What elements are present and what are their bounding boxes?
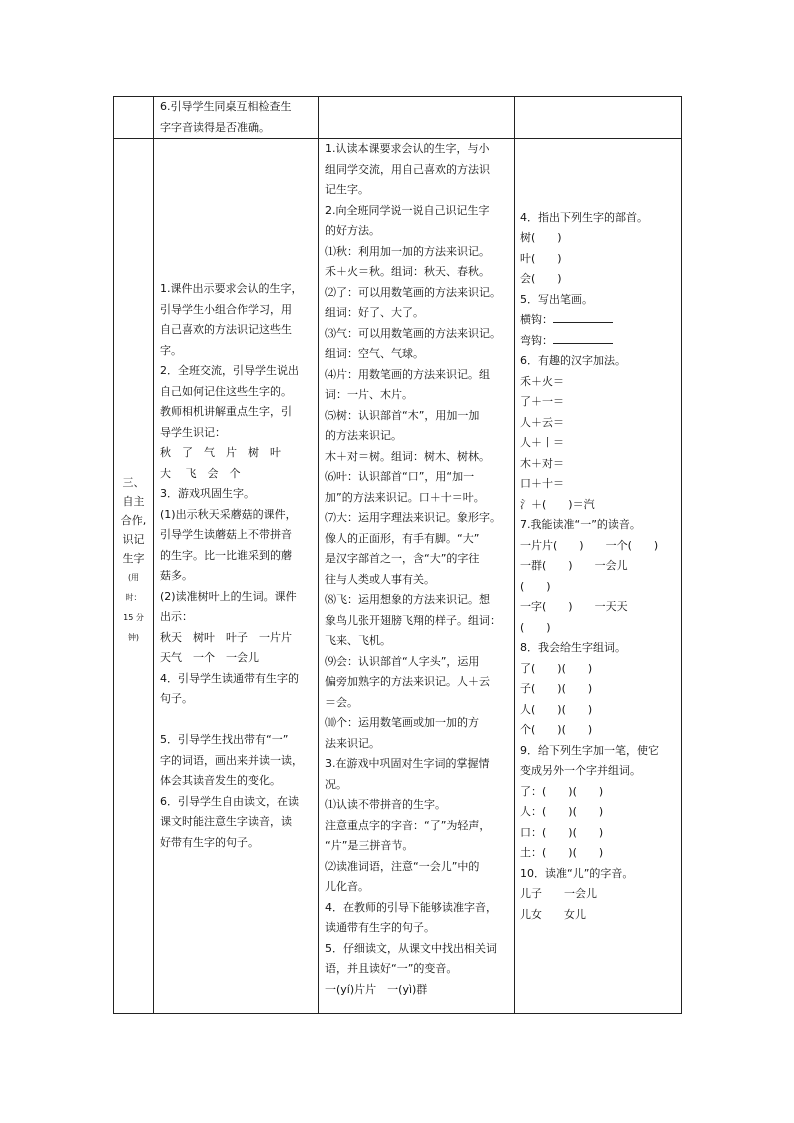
student-activity-line: ⑸树：认识部首“木”，用加一加	[325, 408, 480, 422]
teacher-activity-cell	[154, 97, 319, 139]
exercise-line: 8．我会给生字组词。	[520, 641, 626, 654]
exercise-line: 子( )( )	[520, 682, 593, 695]
exercise-line: 个( )( )	[520, 723, 593, 736]
teacher-activity-line: 导学生识记：	[160, 425, 226, 439]
teacher-activity-line: 2．全班交流，引导学生说出	[160, 364, 299, 377]
exercise-line	[520, 146, 681, 167]
student-activity-line: 一(yí)片片 一(yì)群	[325, 982, 428, 996]
student-activity-line: 的方法来识记。	[325, 429, 402, 442]
student-activity-line: 像人的正面形，有手有脚。“大”	[325, 531, 480, 545]
exercise-line: 儿女 女儿	[520, 907, 586, 921]
teacher-activity-line: 自己如何记住这些生字的。	[160, 384, 292, 398]
stage-cell	[114, 139, 154, 1014]
stage-duration-line: 时：	[125, 593, 142, 602]
stage-title-line: 识记	[122, 533, 145, 546]
exercise-line: 6．有趣的汉字加法。	[520, 354, 626, 367]
exercise-line: 一字( ) 一天天	[520, 600, 628, 613]
student-activity-line: 是汉字部首之一，含“大”的字往	[325, 552, 480, 565]
exercise-line: 了：( )( )	[520, 784, 604, 798]
exercise-line: 了( )( )	[520, 661, 593, 675]
student-activity-line: ⑴认读不带拼音的生字。	[325, 798, 446, 811]
student-activity-line: 飞来、飞机。	[325, 634, 391, 647]
student-activity-line: 组词：好了、大了。	[325, 306, 424, 319]
student-activity-line: 2.向全班同学说一说自己识记生字	[325, 203, 490, 217]
student-activity-line: ⑹叶：认识部首“口”，用“加一	[325, 470, 475, 483]
teacher-activity-line: 秋天 树叶 叶子 一片片	[160, 630, 292, 644]
teacher-activity-line: (2)读准树叶上的生词。课件	[160, 589, 297, 603]
student-activity-line: ⑶气：可以用数笔画的方法来识记。	[325, 326, 501, 340]
teacher-activity-line: 字。	[160, 343, 182, 357]
teacher-activity-line: 字字音读得是否准确。	[160, 120, 270, 134]
answer-blank[interactable]	[553, 332, 613, 344]
exercise-line: 一群( ) 一会儿	[520, 559, 628, 572]
student-activity-line: ⑻飞：运用想象的方法来识记。想	[325, 593, 490, 606]
student-activity-line: 记生字。	[325, 183, 369, 196]
student-activity-line: ⑼会：认识部首“人字头”，运用	[325, 654, 480, 668]
teacher-activity-line: 秋 了 气 片 树 叶	[160, 446, 281, 459]
teacher-activity-cell	[154, 139, 319, 1014]
student-activity-line: “片”是三拼音节。	[325, 839, 414, 852]
teacher-activity-line: 句子。	[160, 692, 193, 705]
teacher-activity-line: 天气 一个 一会儿	[160, 651, 259, 664]
exercise-line: 9．给下列生字加一笔，使它	[520, 743, 659, 757]
table-row	[114, 97, 682, 139]
exercise-line: 10．读准“儿”的字音。	[520, 866, 634, 880]
exercise-line: 禾＋火＝	[520, 374, 564, 388]
exercise-cell	[515, 97, 682, 139]
student-activity-line: ⑵了：可以用数笔画的方法来识记。	[325, 285, 501, 299]
stage-title-line: 自主	[122, 495, 145, 508]
stage-title-line: 三、	[122, 476, 145, 489]
stage-title-line: 合作,	[120, 514, 147, 527]
exercise-line: 树( )	[520, 231, 562, 244]
exercise-line: 会( )	[520, 272, 562, 285]
student-activity-line: 木＋对＝树。组词：树木、树林。	[325, 449, 490, 463]
exercise-line: 一片片( ) 一个( )	[520, 538, 659, 552]
teacher-activity-line: 3．游戏巩固生字。	[160, 487, 255, 500]
exercise-line: ( )	[520, 620, 551, 634]
exercise-line: 氵＋( )＝汽	[520, 497, 595, 511]
student-activity-line: ＝会。	[325, 695, 358, 709]
lesson-plan-table	[113, 96, 682, 1014]
student-activity-line: 的好方法。	[325, 224, 380, 237]
exercise-line: 弯钩：	[520, 331, 681, 352]
teacher-activity-line: 好带有生字的句子。	[160, 835, 259, 849]
exercise-line: 5．写出笔画。	[520, 292, 593, 306]
teacher-activity-line: 4．引导学生读通带有生字的	[160, 671, 299, 685]
teacher-activity-line: 6.引导学生同桌互相检查生	[160, 100, 292, 113]
exercise-line: 人＋丨＝	[520, 436, 564, 449]
exercise-line: 口＋十＝	[520, 477, 564, 490]
exercise-line	[520, 187, 681, 208]
table-row	[114, 139, 682, 1014]
exercise-line: 横钩：	[520, 310, 681, 331]
student-activity-cell	[319, 97, 515, 139]
teacher-activity-line: 自己喜欢的方法识记这些生	[160, 323, 292, 336]
student-activity-line: ⑽个：运用数笔画或加一加的方	[325, 716, 479, 729]
teacher-activity-line: (1)出示秋天采蘑菇的课件，	[160, 507, 297, 521]
student-activity-line: 组同学交流，用自己喜欢的方法识	[325, 162, 490, 176]
student-activity-line: ⑷片：用数笔画的方法来识记。组	[325, 367, 490, 381]
stage-duration-line: 钟)	[127, 633, 140, 642]
student-activity-line: 语，并且读好“一”的变音。	[325, 962, 458, 975]
teacher-activity-line: 的生字。比一比谁采到的蘑	[160, 548, 292, 562]
exercise-line: 人：( )( )	[520, 805, 604, 818]
stage-duration-line: (用	[127, 573, 140, 582]
student-activity-line: 往与人类或人事有关。	[325, 572, 435, 586]
student-activity-cell	[319, 139, 515, 1014]
exercise-line	[520, 167, 681, 188]
exercise-line: 木＋对＝	[520, 456, 564, 470]
student-activity-line: ⑺大：运用字理法来识记。象形字。	[325, 511, 501, 524]
student-activity-line: 组词：空气、气球。	[325, 347, 424, 360]
student-activity-line: 5．仔细读文，从课文中找出相关词	[325, 941, 497, 955]
exercise-line: 人( )( )	[520, 702, 593, 716]
student-activity-line: ⑵读准词语，注意“一会儿”中的	[325, 859, 480, 873]
exercise-line: 口：( )( )	[520, 825, 604, 839]
student-activity-line: 象鸟儿张开翅膀飞翔的样子。组词：	[325, 613, 501, 627]
teacher-activity-line: 1.课件出示要求会认的生字，	[160, 282, 303, 295]
student-activity-line: 儿化音。	[325, 880, 369, 893]
teacher-activity-line: 课文时能注意生字读音，读	[160, 815, 292, 828]
exercise-line: 土：( )( )	[520, 846, 604, 859]
exercise-line: 4．指出下列生字的部首。	[520, 210, 648, 224]
exercise-cell	[515, 139, 682, 1014]
exercise-line: 叶( )	[520, 251, 562, 265]
teacher-activity-line: 教师相机讲解重点生字，引	[160, 405, 292, 418]
exercise-line: 儿子 一会儿	[520, 887, 597, 900]
exercise-line: 了＋一＝	[520, 395, 564, 408]
student-activity-line: 注意重点字的字音：“了”为轻声，	[325, 818, 491, 832]
student-activity-line: 3.在游戏中巩固对生字词的掌握情	[325, 757, 490, 770]
stage-cell-empty	[114, 97, 154, 139]
answer-blank[interactable]	[553, 311, 613, 323]
student-activity-line: 词：一片、木片。	[325, 388, 413, 401]
stage-title-line: 生字	[122, 552, 145, 565]
teacher-activity-line: 体会其读音发生的变化。	[160, 774, 281, 787]
teacher-activity-line: 字的词语，画出来并读一读，	[160, 753, 303, 767]
exercise-line: 变成另外一个字并组词。	[520, 764, 641, 777]
teacher-activity-line: 出示：	[160, 610, 193, 623]
student-activity-line: ⑴秋：利用加一加的方法来识记。	[325, 244, 490, 258]
teacher-activity-line: 5．引导学生找出带有“一”	[160, 733, 289, 746]
student-activity-line: 法来识记。	[325, 736, 380, 750]
teacher-activity-line	[160, 710, 318, 731]
exercise-line: 7.我能读准“一”的读音。	[520, 518, 641, 531]
teacher-activity-line: 大 飞 会 个	[160, 466, 241, 480]
student-activity-line: 1.认读本课要求会认的生字，与小	[325, 142, 490, 155]
teacher-activity-line: 菇多。	[160, 569, 193, 582]
student-activity-line: 读通带有生字的句子。	[325, 921, 435, 934]
exercise-line: 人＋云＝	[520, 415, 564, 429]
teacher-activity-line: 引导学生小组合作学习，用	[160, 302, 292, 316]
stage-duration-line: 15 分	[123, 613, 144, 622]
student-activity-line: 禾＋火＝秋。组词：秋天、春秋。	[325, 265, 490, 278]
student-activity-line: 加”的方法来识记。口＋十＝叶。	[325, 490, 485, 504]
teacher-activity-line: 6．引导学生自由读文，在读	[160, 794, 299, 808]
student-activity-line: 4．在教师的引导下能够读准字音，	[325, 900, 497, 914]
student-activity-line: 况。	[325, 777, 347, 791]
student-activity-line: 偏旁加熟字的方法来识记。人＋云	[325, 675, 490, 688]
teacher-activity-line: 引导学生读蘑菇上不带拼音	[160, 528, 292, 541]
exercise-line: ( )	[520, 579, 551, 593]
